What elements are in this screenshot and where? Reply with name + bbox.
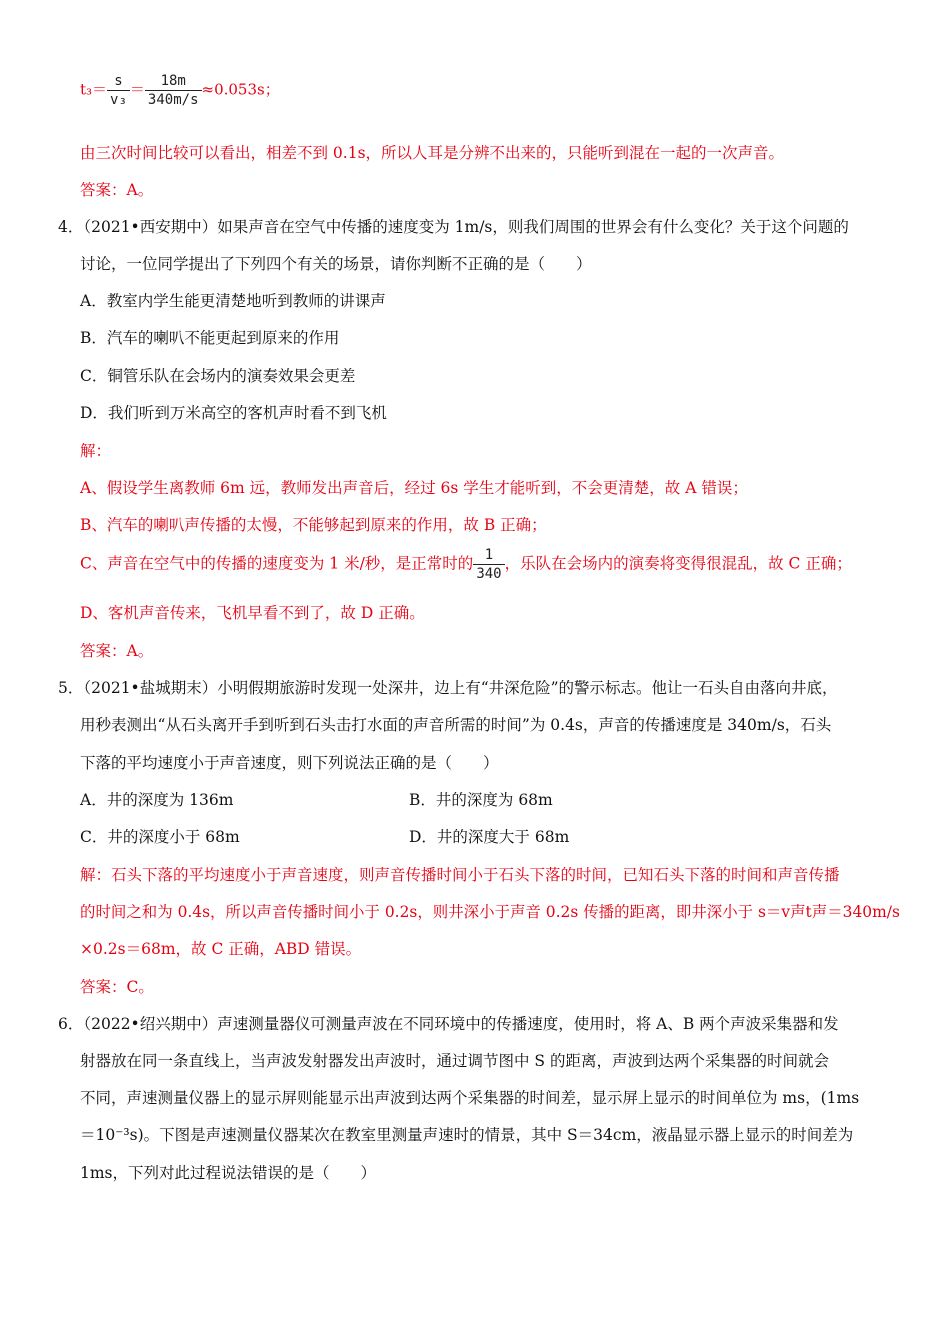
q6-stem-line5: 1ms，下列对此过程说法错误的是（ ） xyxy=(80,1164,377,1182)
q5-stem-line3: 下落的平均速度小于声音速度，则下列说法正确的是（ ） xyxy=(80,754,499,772)
q6-stem-line4: ＝10⁻³s)。下图是声速测量仪器某次在教室里测量声速时的情景，其中 S＝34cm，液晶显示器上显示的时间差为 xyxy=(80,1126,854,1144)
q6-stem-line3: 不同，声速测量仪器上的显示屏则能显示出声波到达两个采集器的时间差，显示屏上显示的时间单位为 ms，(1ms xyxy=(80,1089,860,1107)
q4-solution-b: B、汽车的喇叭声传播的太慢，不能够起到原来的作用，故 B 正确； xyxy=(80,516,547,534)
q5-option-d: D．井的深度大于 68m xyxy=(409,828,570,846)
fraction-denominator: 340 xyxy=(476,566,502,582)
q5-option-c: C．井的深度小于 68m xyxy=(80,828,240,846)
formula-lhs: t₃＝ xyxy=(80,80,108,99)
q4-option-b: B．汽车的喇叭不能更起到原来的作用 xyxy=(80,329,340,347)
q4-option-a: A．教室内学生能更清楚地听到教师的讲课声 xyxy=(80,292,386,310)
q4-solution-d: D、客机声音传来，飞机早看不到了，故 D 正确。 xyxy=(80,604,425,622)
q5-answer: 答案：C。 xyxy=(80,978,154,996)
q4-stem-line2: 讨论，一位同学提出了下列四个有关的场景，请你判断不正确的是（ ） xyxy=(80,255,592,273)
formula-equals: ＝ xyxy=(129,80,145,99)
fraction-denominator: 340m/s xyxy=(147,92,199,108)
fraction-1-over-340 xyxy=(473,546,504,583)
fraction-numerator: 18m xyxy=(145,72,202,91)
q4-solution-c-pre: C、声音在空气中的传播的速度变为 1 米/秒，是正常时的 xyxy=(80,554,474,573)
q4-solution-label: 解： xyxy=(80,442,112,460)
fraction-s-over-v3 xyxy=(107,72,130,109)
q5-solution-line1: 解：石头下落的平均速度小于声音速度，则声音传播时间小于石头下落的时间，已知石头下落的时间和声音传播 xyxy=(80,866,840,884)
fraction-numerator: 1 xyxy=(473,546,504,565)
fraction-numerator: s xyxy=(107,72,130,91)
q5-option-a: A．井的深度为 136m xyxy=(80,791,234,809)
q6-stem-line2: 射器放在同一条直线上，当声波发射器发出声波时，通过调节图中 S 的距离，声波到达两个采集器的时间就会 xyxy=(80,1052,829,1070)
formula-t3 xyxy=(80,72,280,109)
q4-option-c: C．铜管乐队在会场内的演奏效果会更差 xyxy=(80,367,356,385)
prev-conclusion: 由三次时间比较可以看出，相差不到 0.1s，所以人耳是分辨不出来的，只能听到混在一起的一次声音。 xyxy=(80,144,785,162)
q4-stem-line1: 4．（2021•西安期中）如果声音在空气中传播的速度变为 1m/s，则我们周围的世界会有什么变化？关于这个问题的 xyxy=(58,218,849,236)
q5-option-b: B．井的深度为 68m xyxy=(409,791,553,809)
fraction-denominator: v₃ xyxy=(110,92,127,108)
q5-stem-line1: 5．（2021•盐城期末）小明假期旅游时发现一处深井，边上有“井深危险”的警示标志。他让一石头自由落向井底， xyxy=(58,679,838,697)
q5-stem-line2: 用秒表测出“从石头离开手到听到石头击打水面的声音所需的时间”为 0.4s，声音的传播速度是 340m/s，石头 xyxy=(80,716,832,734)
q5-solution-line2: 的时间之和为 0.4s，所以声音传播时间小于 0.2s，则井深小于声音 0.2s 传播的距离，即井深小于 s＝v声t声＝340m/s xyxy=(80,903,900,921)
prev-answer: 答案：A。 xyxy=(80,181,154,199)
q4-solution-a: A、假设学生离教师 6m 远，教师发出声音后，经过 6s 学生才能听到，不会更清楚，故 A 错误； xyxy=(80,479,748,497)
q4-solution-c-post: ，乐队在会场内的演奏将变得很混乱，故 C 正确； xyxy=(504,554,852,573)
q6-stem-line1: 6．（2022•绍兴期中）声速测量器仪可测量声波在不同环境中的传播速度，使用时，将 A、B 两个声波采集器和发 xyxy=(58,1015,839,1033)
q4-answer: 答案：A。 xyxy=(80,642,154,660)
q5-solution-line3: ×0.2s＝68m，故 C 正确，ABD 错误。 xyxy=(80,940,362,958)
fraction-18m-over-340 xyxy=(145,72,202,109)
q4-solution-c xyxy=(80,546,852,583)
q4-option-d: D．我们听到万米高空的客机声时看不到飞机 xyxy=(80,404,387,422)
formula-result: ≈0.053s； xyxy=(201,80,280,99)
